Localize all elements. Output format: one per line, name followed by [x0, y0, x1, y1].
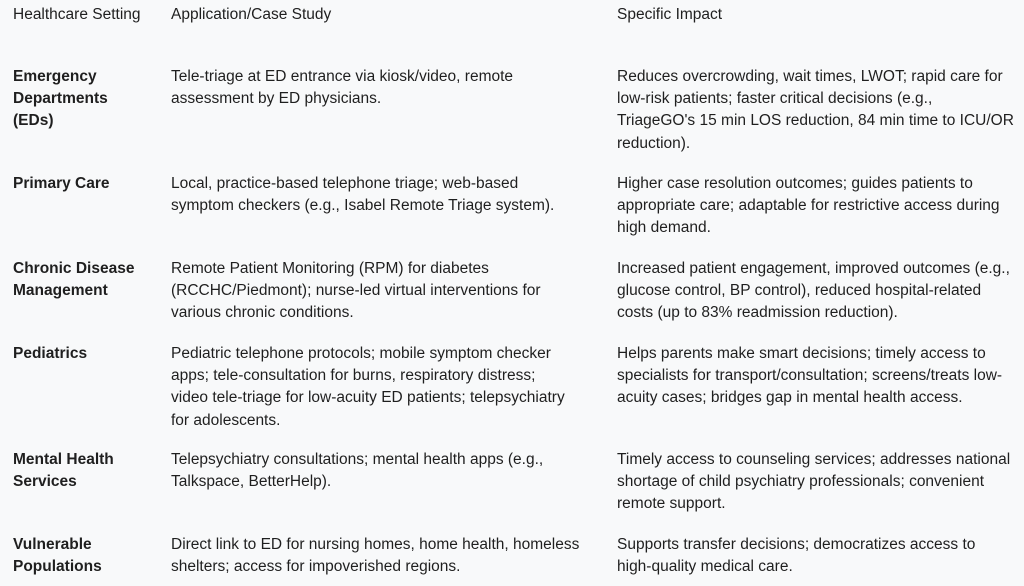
application-line: assessment by ED physicians.: [171, 90, 382, 108]
application-line: video tele-triage for low-acuity ED patients; telepsychiatry: [171, 389, 565, 407]
row-setting-cell: [13, 343, 163, 365]
header-application-case-study: Application/Case Study: [171, 6, 332, 23]
row-application-cell: [171, 343, 601, 432]
application-line: Talkspace, BetterHelp).: [171, 473, 332, 491]
application-line: shelters; access for impoverished regions.: [171, 558, 461, 576]
row-application-cell: [171, 66, 601, 110]
application-line: Pediatric telephone protocols; mobile symptom checker: [171, 345, 551, 362]
impact-line: Increased patient engagement, improved outcomes (e.g.,: [617, 260, 1010, 277]
setting-line: Mental Health: [13, 451, 114, 468]
row-application-cell: [171, 534, 601, 578]
impact-line: TriageGO's 15 min LOS reduction, 84 min time to ICU/OR: [617, 112, 1014, 130]
application-line: symptom checkers (e.g., Isabel Remote Triage system).: [171, 197, 555, 215]
application-line: apps; tele-consultation for burns, respiratory distress;: [171, 367, 536, 385]
row-setting-cell: [13, 534, 163, 578]
impact-line: high-quality medical care.: [617, 558, 793, 576]
impact-line: Higher case resolution outcomes; guides patients to: [617, 175, 973, 192]
row-setting-cell: [13, 173, 163, 195]
setting-line: Services: [13, 473, 77, 491]
application-line: Tele-triage at ED entrance via kiosk/video, remote: [171, 68, 514, 85]
impact-line: shortage of child psychiatry professionals; convenient: [617, 473, 985, 491]
setting-line: Pediatrics: [13, 345, 88, 362]
row-impact-cell: [617, 66, 1024, 155]
application-line: Local, practice-based telephone triage; web-based: [171, 175, 519, 192]
setting-line: Management: [13, 282, 108, 300]
impact-line: Timely access to counseling services; addresses national: [617, 451, 1011, 468]
application-line: Telepsychiatry consultations; mental health apps (e.g.,: [171, 451, 544, 468]
header-specific-impact: Specific Impact: [617, 6, 723, 23]
setting-line: Vulnerable: [13, 536, 92, 553]
impact-line: specialists for transport/consultation; screens/treats low-: [617, 367, 1003, 385]
setting-line: Chronic Disease: [13, 260, 135, 277]
row-setting-cell: [13, 449, 163, 493]
impact-line: acuity cases; bridges gap in mental health access.: [617, 389, 963, 407]
row-setting-cell: [13, 66, 163, 133]
setting-line: Primary Care: [13, 175, 110, 192]
row-impact-cell: [617, 534, 1024, 578]
row-impact-cell: [617, 258, 1024, 325]
impact-line: costs (up to 83% readmission reduction).: [617, 304, 898, 322]
setting-line: Departments: [13, 90, 108, 108]
row-application-cell: [171, 258, 601, 325]
setting-line: Emergency: [13, 68, 97, 85]
setting-line: Populations: [13, 558, 102, 576]
impact-line: reduction).: [617, 134, 691, 152]
header-healthcare-setting: Healthcare Setting: [13, 6, 141, 23]
application-line: various chronic conditions.: [171, 304, 354, 322]
impact-line: remote support.: [617, 495, 726, 513]
impact-line: low-risk patients; faster critical decisions (e.g.,: [617, 90, 933, 108]
row-impact-cell: [617, 449, 1024, 516]
impact-line: Reduces overcrowding, wait times, LWOT; rapid care for: [617, 68, 1003, 85]
row-application-cell: [171, 173, 601, 217]
row-setting-cell: [13, 258, 163, 302]
impact-line: Helps parents make smart decisions; timely access to: [617, 345, 986, 362]
row-impact-cell: [617, 173, 1024, 240]
setting-line: (EDs): [13, 112, 54, 130]
application-line: Direct link to ED for nursing homes, home health, homeless: [171, 536, 580, 553]
impact-line: high demand.: [617, 219, 711, 237]
row-impact-cell: [617, 343, 1024, 410]
impact-line: glucose control, BP control), reduced hospital-related: [617, 282, 982, 300]
application-line: for adolescents.: [171, 411, 281, 429]
row-application-cell: [171, 449, 601, 493]
impact-line: Supports transfer decisions; democratizes access to: [617, 536, 976, 553]
impact-line: appropriate care; adaptable for restrictive access during: [617, 197, 1000, 215]
application-line: Remote Patient Monitoring (RPM) for diabetes: [171, 260, 489, 277]
application-line: (RCCHC/Piedmont); nurse-led virtual interventions for: [171, 282, 541, 300]
